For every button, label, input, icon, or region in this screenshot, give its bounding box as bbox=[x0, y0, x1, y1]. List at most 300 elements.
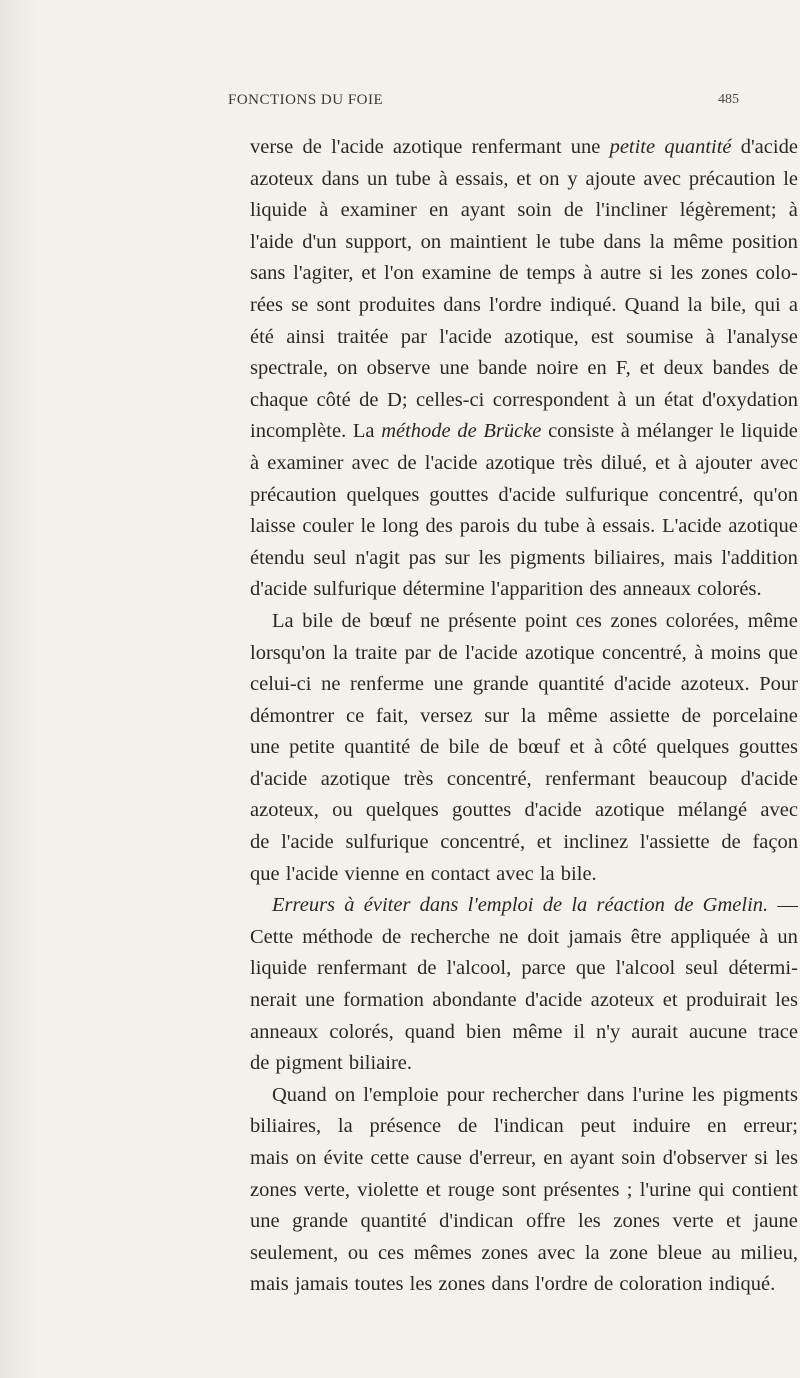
word: l'alcool bbox=[615, 957, 676, 980]
word: à bbox=[620, 420, 630, 443]
word: soin bbox=[517, 199, 552, 222]
word: de bbox=[674, 894, 694, 917]
word: précaution bbox=[250, 483, 337, 506]
text-line bbox=[250, 543, 798, 575]
word: on bbox=[539, 167, 560, 190]
word: on bbox=[295, 1147, 317, 1169]
word: ; bbox=[626, 1178, 633, 1201]
word: biliaire. bbox=[348, 1052, 413, 1075]
page-header bbox=[0, 92, 800, 114]
word: Erreurs bbox=[272, 894, 336, 917]
word: en bbox=[405, 862, 425, 885]
word: concentré, bbox=[440, 831, 526, 854]
text-line bbox=[250, 985, 798, 1017]
word: une bbox=[433, 673, 464, 696]
word: de bbox=[438, 641, 458, 664]
word: anneaux bbox=[622, 578, 692, 601]
word: d'acide bbox=[740, 767, 798, 790]
word: on bbox=[337, 357, 358, 380]
word: à bbox=[586, 515, 596, 538]
word: une bbox=[250, 736, 280, 759]
word: laisse bbox=[250, 515, 296, 538]
word: évite bbox=[323, 1147, 364, 1169]
word: présente bbox=[448, 609, 517, 632]
word: bile, bbox=[710, 293, 747, 316]
running-title: FONCTIONS DU FOIE bbox=[228, 92, 384, 108]
word: d'acide bbox=[498, 483, 556, 506]
word: point bbox=[525, 609, 568, 632]
word: à bbox=[583, 262, 593, 285]
word: violette bbox=[357, 1178, 419, 1201]
word: sulfurique bbox=[565, 483, 649, 506]
text-line bbox=[250, 574, 798, 606]
word: les bbox=[775, 989, 798, 1012]
word: se bbox=[291, 293, 309, 316]
word: à bbox=[319, 199, 329, 222]
word: tube bbox=[559, 230, 595, 253]
word: qu'on bbox=[753, 483, 798, 506]
word: état bbox=[663, 388, 694, 411]
word: l'agiter, bbox=[293, 262, 354, 285]
text-line bbox=[250, 764, 798, 796]
text-line bbox=[250, 1206, 798, 1238]
word: F, bbox=[615, 357, 631, 380]
word: et bbox=[425, 1178, 441, 1201]
word: consiste bbox=[548, 420, 615, 443]
word: concentré, bbox=[658, 483, 744, 506]
word: dans bbox=[491, 1273, 529, 1296]
word: dans bbox=[419, 894, 459, 917]
word: d'un bbox=[302, 230, 337, 253]
text-line bbox=[250, 953, 798, 985]
word: mais bbox=[673, 546, 713, 569]
word: si bbox=[754, 1147, 769, 1169]
word: de bbox=[341, 609, 361, 632]
word: seulement, bbox=[250, 1241, 339, 1264]
word: à bbox=[250, 451, 260, 474]
text-line bbox=[250, 448, 798, 480]
word: que bbox=[250, 862, 280, 885]
word: pour bbox=[446, 1083, 485, 1106]
word: on bbox=[334, 1083, 356, 1106]
word: la bbox=[649, 230, 665, 253]
word: grande bbox=[472, 673, 529, 696]
word: quelques bbox=[656, 736, 730, 759]
word: zones bbox=[613, 1210, 661, 1233]
word: examiner bbox=[340, 199, 417, 222]
word: les bbox=[409, 1273, 433, 1296]
text-line bbox=[250, 827, 798, 859]
word: façon bbox=[752, 831, 798, 854]
word: renfermant bbox=[471, 136, 562, 158]
word: produirait bbox=[685, 989, 767, 1012]
word: l'on bbox=[384, 262, 414, 285]
word: observe bbox=[366, 357, 431, 380]
word: l'acide bbox=[285, 862, 339, 885]
word: un bbox=[367, 167, 388, 190]
word: l'urine bbox=[632, 1083, 684, 1106]
text-line bbox=[250, 416, 798, 448]
word: de bbox=[397, 451, 417, 474]
word: rées bbox=[250, 293, 284, 316]
word: jamais bbox=[568, 925, 622, 948]
word: l'emploi bbox=[467, 894, 534, 917]
text-line bbox=[250, 1048, 798, 1080]
word: ajoute bbox=[585, 167, 636, 190]
word: côté bbox=[316, 388, 351, 411]
word: colorés, bbox=[329, 1020, 394, 1043]
word: ne bbox=[420, 609, 440, 632]
word: renferme bbox=[350, 673, 425, 696]
word: et bbox=[361, 262, 377, 285]
word: gouttes bbox=[429, 483, 489, 506]
text-line bbox=[250, 480, 798, 512]
word: seul bbox=[313, 546, 347, 569]
word: détermine bbox=[402, 578, 485, 601]
word: beaucoup bbox=[648, 767, 728, 790]
word: dans bbox=[443, 293, 481, 316]
word: l'emploie bbox=[363, 1083, 439, 1106]
word: l'indican bbox=[493, 1115, 564, 1138]
word: recherche bbox=[410, 925, 490, 948]
word: azotique bbox=[320, 767, 391, 790]
word: d'acide bbox=[524, 799, 582, 822]
word: et bbox=[662, 989, 678, 1012]
word: Quand bbox=[624, 293, 680, 316]
word: verte, bbox=[303, 1178, 351, 1201]
page-number: 485 bbox=[718, 92, 739, 107]
word: contient bbox=[731, 1178, 798, 1201]
word: sulfurique bbox=[313, 578, 397, 601]
word: biliaires, bbox=[593, 546, 666, 569]
word: soumise bbox=[626, 325, 694, 348]
word: azotique, bbox=[504, 325, 579, 348]
word: et bbox=[655, 451, 670, 474]
word: trace bbox=[758, 1020, 798, 1043]
word: même bbox=[747, 609, 798, 632]
word: jaune bbox=[753, 1210, 798, 1233]
word: méthode bbox=[381, 420, 451, 443]
word: que bbox=[768, 641, 798, 664]
word: même bbox=[547, 704, 598, 727]
word: de bbox=[419, 736, 440, 759]
word: présentes bbox=[543, 1178, 620, 1201]
word: aucune bbox=[689, 1020, 748, 1043]
word: assiette bbox=[609, 704, 670, 727]
word: une bbox=[305, 989, 335, 1012]
word: dilué, bbox=[600, 451, 647, 474]
word: offre bbox=[525, 1210, 566, 1233]
word: de bbox=[563, 199, 584, 222]
word: spectrale, bbox=[250, 357, 328, 380]
word: même bbox=[673, 230, 724, 253]
word: le bbox=[360, 515, 376, 538]
word: position bbox=[731, 230, 798, 253]
word: appliquée bbox=[670, 925, 751, 948]
word: en bbox=[707, 1115, 727, 1138]
word: celles-ci bbox=[416, 388, 485, 411]
word: d'acide bbox=[250, 578, 308, 601]
word: tube bbox=[544, 515, 580, 538]
word: avec bbox=[643, 167, 681, 190]
word: support, bbox=[345, 230, 412, 253]
word: zones bbox=[481, 1241, 529, 1264]
word: verte bbox=[672, 1210, 714, 1233]
word: sulfurique bbox=[345, 831, 429, 854]
word: l'acide bbox=[439, 325, 492, 348]
word: traitée bbox=[337, 325, 389, 348]
word: et bbox=[569, 736, 585, 759]
word: bleue bbox=[657, 1241, 702, 1264]
word: l'acide bbox=[281, 831, 334, 854]
word: l'acide bbox=[424, 451, 478, 474]
body-text bbox=[250, 132, 798, 1301]
word: et bbox=[516, 167, 532, 190]
word: côté bbox=[612, 736, 647, 759]
word: bœuf bbox=[369, 609, 412, 632]
text-line bbox=[250, 353, 798, 385]
word: méthode bbox=[302, 925, 373, 948]
text-line bbox=[250, 164, 798, 196]
word: de bbox=[721, 831, 741, 854]
word: n'y bbox=[596, 1020, 621, 1043]
word: détermi- bbox=[728, 957, 798, 980]
word: il bbox=[573, 1020, 585, 1043]
text-line bbox=[250, 132, 798, 164]
word: l'analyse bbox=[727, 325, 798, 348]
word: de bbox=[457, 1115, 478, 1138]
word: Cette bbox=[250, 925, 294, 948]
word: bande bbox=[478, 357, 528, 380]
word: au bbox=[711, 1241, 731, 1264]
word: — bbox=[777, 894, 798, 917]
word: colorées, bbox=[665, 609, 740, 632]
word: nerait bbox=[250, 989, 297, 1012]
word: présence bbox=[369, 1115, 442, 1138]
word: avec bbox=[760, 451, 798, 474]
word: Gmelin. bbox=[702, 894, 769, 917]
word: concentré, bbox=[601, 641, 687, 664]
text-line bbox=[250, 1175, 798, 1207]
word: zones bbox=[438, 1273, 486, 1296]
word: légèrement; bbox=[679, 199, 777, 222]
text-line bbox=[250, 1269, 798, 1301]
word: la bbox=[539, 862, 555, 885]
word: l'apparition bbox=[490, 578, 584, 601]
word: peut bbox=[580, 1115, 616, 1138]
word: dans bbox=[321, 167, 360, 190]
word: une bbox=[570, 136, 601, 158]
word: les bbox=[670, 262, 694, 285]
word: azoteux bbox=[250, 167, 314, 190]
word: si bbox=[648, 262, 663, 285]
word: soin bbox=[621, 1147, 656, 1169]
word: l'acide bbox=[465, 641, 518, 664]
word: qui bbox=[754, 293, 781, 316]
word: l'ordre bbox=[535, 1273, 588, 1296]
word: correspondent bbox=[492, 388, 609, 411]
word: sur bbox=[444, 546, 470, 569]
word: éviter bbox=[363, 894, 411, 917]
word: l'acide bbox=[331, 136, 384, 158]
word: ainsi bbox=[286, 325, 325, 348]
word: essais, bbox=[455, 167, 509, 190]
word: bile. bbox=[560, 862, 597, 885]
word: traite bbox=[355, 641, 398, 664]
word: azotique bbox=[594, 799, 665, 822]
word: a bbox=[788, 293, 798, 316]
word: verse bbox=[250, 136, 294, 158]
word: azotique bbox=[728, 515, 798, 538]
word: dans bbox=[586, 1083, 625, 1106]
text-line bbox=[250, 859, 798, 891]
word: été bbox=[250, 325, 274, 348]
word: contact bbox=[430, 862, 491, 885]
word: azotique bbox=[525, 641, 595, 664]
word: indiqué. bbox=[549, 293, 617, 316]
text-line bbox=[250, 1143, 798, 1175]
word: de bbox=[250, 831, 270, 854]
word: en bbox=[587, 357, 607, 380]
word: Brücke bbox=[483, 420, 542, 443]
word: parois bbox=[459, 515, 510, 538]
word: bile bbox=[302, 609, 333, 632]
word: renfermant bbox=[317, 957, 407, 980]
text-line bbox=[250, 795, 798, 827]
word: parce bbox=[521, 957, 566, 980]
word: de bbox=[302, 136, 322, 158]
word: examine bbox=[421, 262, 492, 285]
word: un bbox=[777, 925, 798, 948]
word: quand bbox=[404, 1020, 455, 1043]
word: rouge bbox=[447, 1178, 495, 1201]
word: quelques bbox=[346, 483, 420, 506]
word: de bbox=[250, 1052, 270, 1075]
word: même bbox=[512, 1020, 563, 1043]
word: ou bbox=[347, 1241, 369, 1264]
word: ces bbox=[377, 1241, 405, 1264]
word: sur bbox=[484, 704, 510, 727]
word: produites bbox=[358, 293, 436, 316]
word: pigment bbox=[275, 1052, 343, 1075]
text-line bbox=[250, 669, 798, 701]
word: celui-ci bbox=[250, 673, 312, 696]
word: le bbox=[783, 167, 798, 190]
word: avec bbox=[760, 799, 798, 822]
word: sont bbox=[316, 293, 351, 316]
word: les bbox=[691, 1083, 715, 1106]
word: avec bbox=[537, 1241, 576, 1264]
word: azoteux. bbox=[680, 673, 750, 696]
word: un bbox=[634, 388, 656, 411]
word: précaution bbox=[688, 167, 776, 190]
word: toutes bbox=[354, 1273, 404, 1296]
word: à bbox=[438, 167, 448, 190]
word: et bbox=[639, 357, 655, 380]
word: vienne bbox=[344, 862, 400, 885]
word: la bbox=[332, 641, 348, 664]
word: mélangé bbox=[677, 799, 748, 822]
word: deux bbox=[663, 357, 704, 380]
word: de bbox=[778, 357, 798, 380]
word: la bbox=[521, 704, 536, 727]
word: les bbox=[578, 1210, 601, 1233]
word: jamais bbox=[294, 1273, 349, 1296]
word: que bbox=[575, 957, 606, 980]
word: zones bbox=[701, 262, 748, 285]
word: de bbox=[417, 957, 437, 980]
word: de bbox=[499, 262, 519, 285]
word: examiner bbox=[267, 451, 344, 474]
word: à bbox=[759, 925, 769, 948]
word: quantité bbox=[538, 673, 605, 696]
word: tube bbox=[395, 167, 431, 190]
word: de bbox=[489, 736, 509, 759]
word: azotique bbox=[485, 451, 555, 474]
word: très bbox=[563, 451, 593, 474]
word: bien bbox=[465, 1020, 502, 1043]
text-line bbox=[250, 511, 798, 543]
word: avec bbox=[496, 862, 534, 885]
word: d'acide bbox=[525, 989, 583, 1012]
word: ne bbox=[498, 925, 519, 948]
word: à bbox=[705, 325, 715, 348]
text-line bbox=[250, 1017, 798, 1049]
word: ne bbox=[321, 673, 341, 696]
word: l'aide bbox=[250, 230, 294, 253]
word: colorés. bbox=[697, 578, 762, 601]
word: en bbox=[543, 1147, 563, 1169]
word: la bbox=[571, 894, 588, 917]
word: ces bbox=[575, 609, 602, 632]
word: La bbox=[272, 609, 294, 632]
word: abondante bbox=[432, 989, 517, 1012]
word: la bbox=[337, 1115, 353, 1138]
text-line bbox=[250, 1111, 798, 1143]
word: de bbox=[359, 388, 379, 411]
word: quelques bbox=[365, 799, 439, 822]
word: par bbox=[400, 325, 427, 348]
word: de bbox=[681, 704, 701, 727]
word: chaque bbox=[250, 388, 309, 411]
word: d'oxydation bbox=[702, 388, 798, 411]
word: à bbox=[617, 388, 627, 411]
word: formation bbox=[343, 989, 424, 1012]
word: des bbox=[589, 578, 617, 601]
word: versez bbox=[420, 704, 473, 727]
word: on bbox=[420, 230, 442, 253]
word: azoteux, bbox=[250, 799, 319, 822]
word: ayant bbox=[569, 1147, 615, 1169]
word: colo- bbox=[755, 262, 798, 285]
word: gouttes bbox=[738, 736, 798, 759]
word: être bbox=[630, 925, 662, 948]
word: petite bbox=[289, 736, 335, 759]
word: petite bbox=[609, 136, 656, 158]
word: le bbox=[535, 230, 551, 253]
word: la bbox=[687, 293, 703, 316]
word: couler bbox=[302, 515, 354, 538]
word: mêmes bbox=[413, 1241, 472, 1264]
word: sans bbox=[250, 262, 286, 285]
word: d'acide bbox=[250, 767, 308, 790]
word: n'agit bbox=[355, 546, 400, 569]
word: quantité bbox=[664, 136, 732, 158]
text-line bbox=[250, 1238, 798, 1270]
word: temps bbox=[526, 262, 576, 285]
word: L'acide bbox=[662, 515, 722, 538]
text-line bbox=[250, 701, 798, 733]
